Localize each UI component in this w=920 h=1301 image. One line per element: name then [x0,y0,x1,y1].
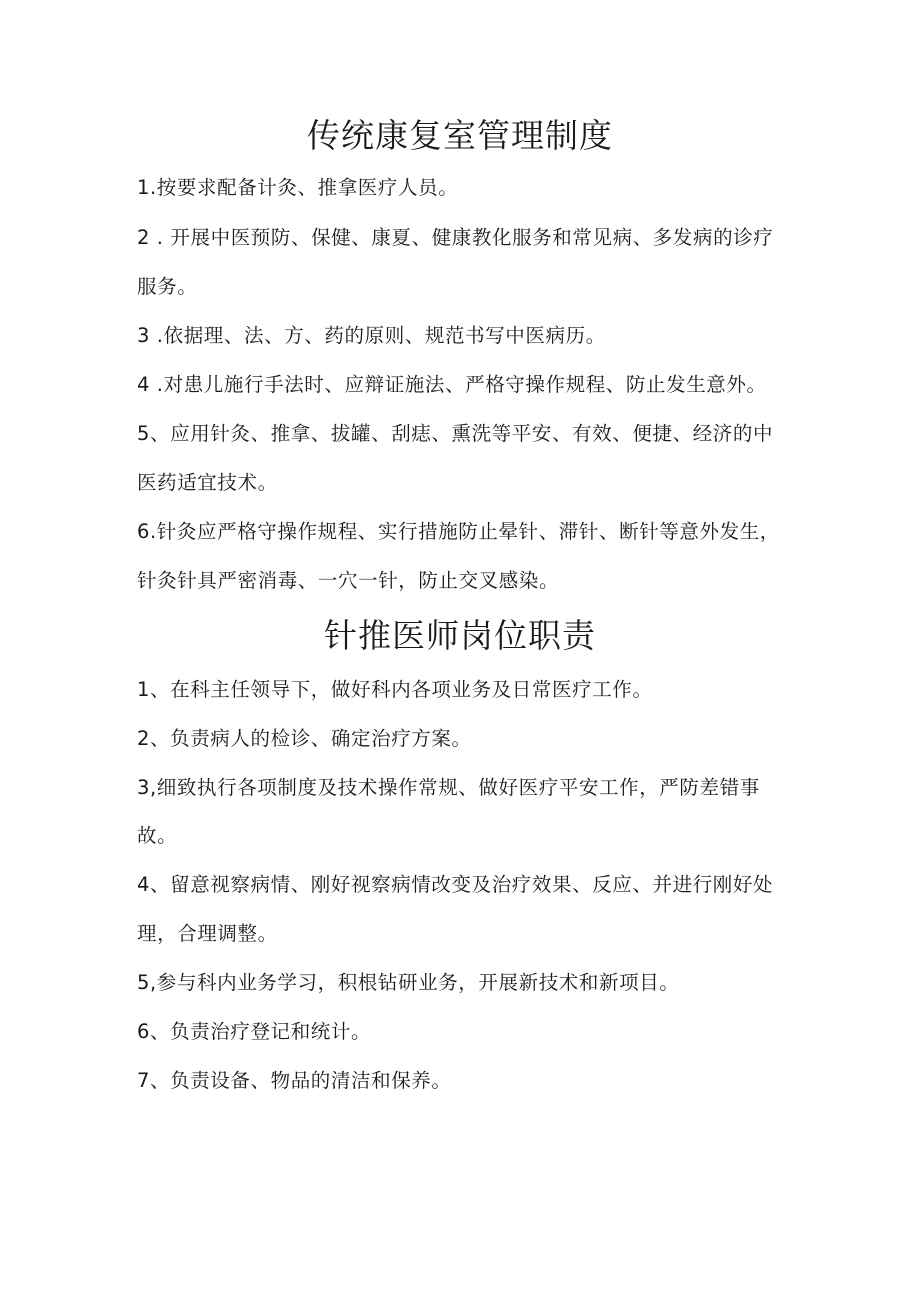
section-title-physician-duties: 针推医师岗位职责 [324,616,596,655]
rule-line-2-cont: 服务。 [137,275,198,298]
rule-line-1: 1.按要求配备计灸、推拿医疗人员。 [137,176,459,199]
duty-line-4: 4、留意视察病情、刚好视察病情改变及治疗效果、反应、并进行刚好处 [137,873,774,896]
rule-line-3: 3 .依据理、法、方、药的原则、规范书写中医病历。 [137,324,606,347]
duty-line-2: 2、负责病人的检诊、确定治疗方案。 [137,727,472,750]
duty-line-3: 3,细致执行各项制度及技术操作常规、做好医疗平安工作，严防差错事 [137,776,760,799]
rule-line-4: 4 .对患儿施行手法时、应辩证施法、严格守操作规程、防止发生意外。 [137,373,767,396]
rule-line-2: 2 . 开展中医预防、保健、康夏、健康教化服务和常见病、多发病的诊疗 [137,226,774,249]
rule-line-5: 5、应用针灸、推拿、拔罐、刮痣、熏洗等平安、有效、便捷、经济的中 [137,422,774,445]
duty-line-4-cont: 理，合理调整。 [137,922,278,945]
rule-line-6: 6.针灸应严格守操作规程、实行措施防止晕针、滞针、断针等意外发生， [137,520,780,543]
rule-line-6-cont: 针灸针具严密消毒、一穴一针，防止交叉感染。 [137,569,560,592]
rule-line-5-cont: 医药适宜技术。 [137,471,278,494]
duty-line-5: 5,参与科内业务学习，积根钻研业务，开展新技术和新项目。 [137,971,680,994]
section-title-rehab-room-rules: 传统康复室管理制度 [307,116,613,155]
duty-line-3-cont: 故。 [137,824,178,847]
duty-line-7: 7、负责设备、物品的清洁和保养。 [137,1069,452,1092]
duty-line-1: 1、在科主任领导下，做好科内各项业务及日常医疗工作。 [137,678,653,701]
duty-line-6: 6、负责治疗登记和统计。 [137,1020,372,1043]
